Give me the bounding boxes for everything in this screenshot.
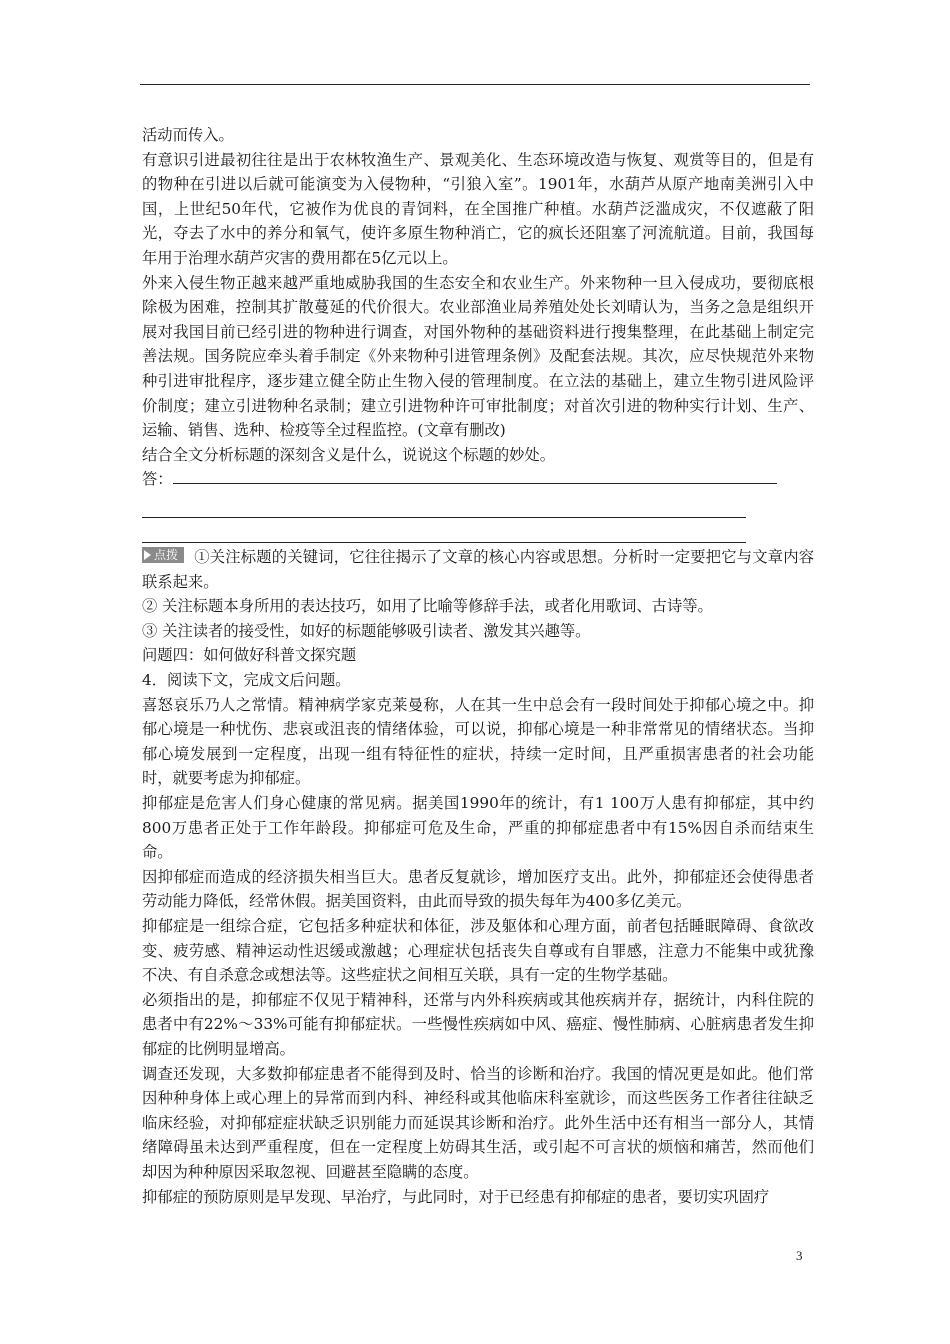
paragraph: 因抑郁症而造成的经济损失相当巨大。患者反复就诊，增加医疗支出。此外，抑郁症还会使得患者劳动能力降低，经常休假。据美国资料，由此而导致的损失每年为400多亿美元。 — [142, 867, 814, 911]
question-intro: 4．阅读下文，完成文后问题。 — [142, 671, 351, 690]
paragraph: 外来入侵生物正越来越严重地威胁我国的生态安全和农业生产。外来物种一旦入侵成功，要彻底根除极为困难，控制其扩散蔓延的代价很大。农业部渔业局养殖处处长刘晴认为，当务之急是组织开展对我国目前已经引进的物种进行调查，对国外物种的基础资料进行搜集整理，在此基础上制定完善法规。国务院应牵头着手制定《外来物种引进管理条例》及配套法规。其次，应尽快规范外来物种引进审批程序，逐步建立健全防止生物入侵的管理制度。在立法的基础上，建立生物引进风险评价制度；建立引进物种名录制；建立引进物种许可审批制度；对首次引进的物种实行计划、生产、运输、销售、选种、检疫等全过程监控。(文章有删改) — [142, 273, 814, 440]
document-body — [142, 123, 814, 1209]
answer-line[interactable] — [142, 493, 746, 518]
question-prompt: 结合全文分析标题的深刻含义是什么，说说这个标题的妙处。 — [142, 445, 556, 464]
tip-item: ③ 关注读者的接受性，如好的标题能够吸引读者、激发其兴趣等。 — [142, 621, 591, 640]
tip-text: ①关注标题的关键词，它往往揭示了文章的核心内容或思想。分析时一定要把它与文章内容联系起来。 — [142, 548, 814, 591]
section-heading: 问题四：如何做好科普文探究题 — [142, 646, 357, 665]
answer-line[interactable] — [173, 467, 777, 484]
answer-area — [142, 467, 814, 492]
paragraph: 必须指出的是，抑郁症不仅见于精神科，还常与内外科疾病或其他疾病并存，据统计，内科住院的患者中有22%～33%可能有抑郁症状。一些慢性疾病如中风、癌症、慢性肺病、心脏病患者发生抑郁症的比例明显增高。 — [142, 990, 814, 1058]
paragraph: 调查还发现，大多数抑郁症患者不能得到及时、恰当的诊断和治疗。我国的情况更是如此。他们常因种种身体上或心理上的异常而到内科、神经科或其他临床科室就诊，而这些医务工作者往往缺乏临床经验，对抑郁症症状缺乏识别能力而延误其诊断和治疗。此外生活中还有相当一部分人，其情绪障碍虽未达到严重程度，但在一定程度上妨碍其生活，或引起不可言状的烦恼和痛苦，然而他们却因为种种原因采取忽视、回避甚至隐瞒的态度。 — [142, 1064, 814, 1181]
tip-badge — [142, 547, 184, 563]
paragraph: 喜怒哀乐乃人之常情。精神病学家克莱曼称，人在其一生中总会有一段时间处于抑郁心境之中。抑郁心境是一种忧伤、悲哀或沮丧的情绪体验，可以说，抑郁心境是一种非常常见的情绪状态。当抑郁心境发展到一定程度，出现一组有特征性的症状，持续一定时间，且严重损害患者的社会功能时，就要考虑为抑郁症。 — [142, 695, 814, 788]
tip-item: ② 关注标题本身所用的表达技巧，如用了比喻等修辞手法，或者化用歌词、古诗等。 — [142, 597, 713, 616]
answer-label: 答： — [142, 470, 173, 489]
header-rule — [140, 84, 810, 85]
paragraph: 抑郁症的预防原则是早发现、早治疗，与此同时，对于已经患有抑郁症的患者，要切实巩固疗 — [142, 1187, 770, 1206]
tip-item — [142, 545, 814, 594]
paragraph: 活动而传入。 — [142, 126, 234, 144]
page-number: 3 — [796, 1248, 803, 1263]
play-arrow-icon — [144, 550, 151, 560]
paragraph: 抑郁症是一组综合症，它包括多种症状和体征，涉及躯体和心理方面，前者包括睡眠障碍、食欲改变、疲劳感、精神运动性迟缓或激越；心理症状包括丧失自尊或有自罪感，注意力不能集中或犹豫不决、有自杀意念或想法等。这些症状之间相互关联，具有一定的生物学基础。 — [142, 917, 814, 985]
answer-line[interactable] — [142, 519, 746, 544]
tip-badge-label: 点拨 — [154, 548, 179, 563]
paragraph: 有意识引进最初往往是出于农林牧渔生产、景观美化、生态环境改造与恢复、观赏等目的，但是有的物种在引进以后就可能演变为入侵物种，“引狼入室”。1901年，水葫芦从原产地南美洲引入中国，上世纪50年代，它被作为优良的青饲料，在全国推广种植。水葫芦泛滥成灾，不仅遮蔽了阳光，夺去了水中的养分和氧气，使许多原生物种消亡，它的疯长还阻塞了河流航道。目前，我国每年用于治理水葫芦灾害的费用都在5亿元以上。 — [142, 150, 814, 267]
paragraph: 抑郁症是危害人们身心健康的常见病。据美国1990年的统计，有1 100万人患有抑郁症，其中约800万患者正处于工作年龄段。抑郁症可危及生命，严重的抑郁症患者中有15%因自杀而结束生命。 — [142, 794, 814, 862]
